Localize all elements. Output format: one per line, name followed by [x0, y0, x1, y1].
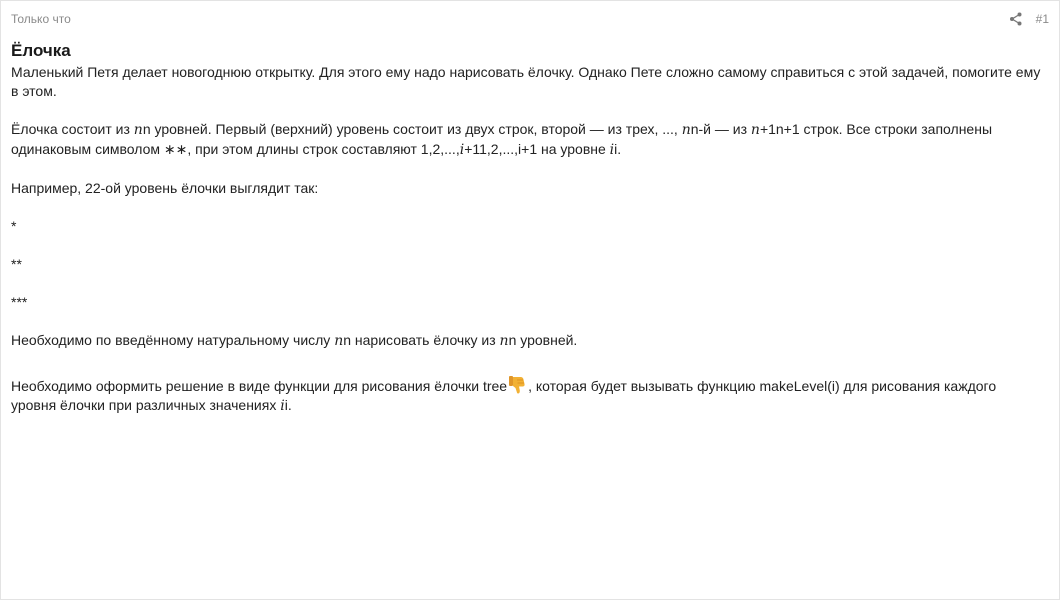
- math-n: n: [133, 122, 143, 138]
- tree-line: ***: [11, 294, 28, 310]
- text-fragment: Ёлочка состоит из: [11, 121, 134, 137]
- math-i: i: [609, 142, 615, 158]
- text-fragment: n уровней.: [508, 332, 578, 348]
- paragraph-function: [11, 375, 1041, 416]
- text-fragment: Необходимо по введённому натуральному числу: [11, 332, 335, 348]
- text-fragment: +1n+1 строк. Все строки заполнены одинаковым символом: [11, 121, 993, 157]
- text-fragment: n уровней. Первый (верхний) уровень состоит из двух строк, второй — из трех, ...,: [142, 121, 682, 137]
- text-fragment: i.: [614, 141, 622, 157]
- thumbs-down-icon: [508, 375, 526, 395]
- paragraph-example: Например, 22-ой уровень ёлочки выглядит так:: [11, 180, 319, 196]
- text-fragment: n-й — из: [690, 121, 751, 137]
- post-title: Ёлочка: [11, 41, 71, 60]
- text-fragment: +11,2,...,i+1 на уровне: [464, 141, 610, 157]
- paragraph-task: [11, 331, 1041, 351]
- math-n: n: [681, 122, 691, 138]
- post-body: [11, 41, 1041, 416]
- text-fragment: n нарисовать ёлочку из: [343, 332, 500, 348]
- math-n: n: [499, 333, 509, 349]
- tree-line: **: [11, 256, 22, 272]
- post-number-link[interactable]: #1: [1035, 12, 1049, 26]
- text-fragment: i.: [284, 397, 292, 413]
- math-star: ∗: [163, 141, 176, 157]
- text-fragment: Необходимо оформить решение в виде функции для рисования ёлочки tree: [11, 378, 508, 394]
- paragraph-intro: Маленький Петя делает новогоднюю открытку. Для этого ему надо нарисовать ёлочку. Однако Пете сложно самому справиться с этой задачей, помогите ему в этом.: [11, 64, 1041, 99]
- math-i: i: [280, 398, 285, 414]
- math-i: i: [459, 142, 465, 158]
- math-n: n: [750, 122, 760, 138]
- timestamp: Только что: [11, 12, 71, 26]
- text-fragment: , которая будет вызывать функцию makeLevel(i) для рисования каждого уровня ёлочки при различных значениях: [11, 378, 997, 413]
- math-n: n: [334, 333, 344, 349]
- paragraph-description: [11, 120, 1041, 160]
- post-header: [1, 1, 1059, 37]
- tree-line: *: [11, 218, 17, 234]
- share-icon[interactable]: [1009, 11, 1023, 27]
- text-fragment: ∗, при этом длины строк составляют 1,2,...,: [175, 141, 460, 157]
